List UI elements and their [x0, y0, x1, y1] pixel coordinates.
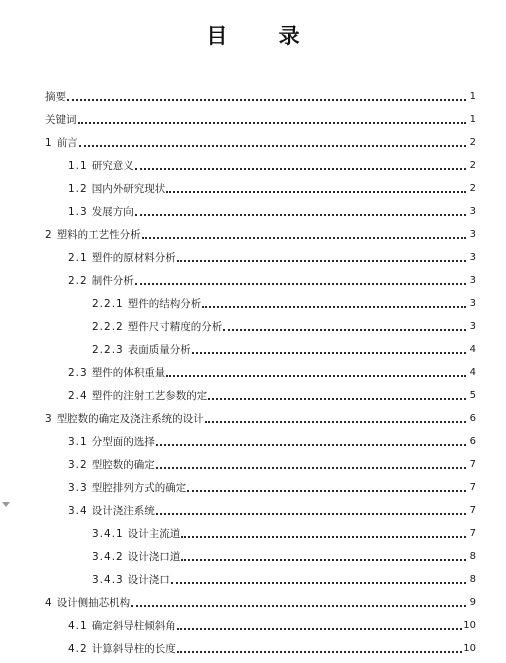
toc-dot-leader [208, 398, 466, 400]
toc-dot-leader [67, 99, 466, 101]
toc-entry-label [45, 113, 77, 127]
toc-entry-number: 1.2 [68, 183, 88, 195]
toc-dot-leader [166, 375, 466, 377]
toc-entry-text: 塑料的工艺性分析 [56, 229, 141, 241]
toc-dot-leader [166, 191, 466, 193]
toc-entry-number: 2.1 [68, 252, 88, 264]
toc-entry-label [45, 136, 78, 150]
toc-page-number: 10 [463, 643, 476, 654]
toc-page-number: 4 [469, 344, 476, 355]
toc-entry-number: 3.1 [68, 436, 88, 448]
toc-entry[interactable] [0, 403, 506, 426]
toc-entry-text: 型腔数的确定及浇注系统的设计 [56, 413, 204, 425]
toc-page-number: 4 [469, 367, 476, 378]
toc-entry-label [68, 435, 155, 449]
toc-entry[interactable] [0, 81, 506, 104]
toc-entry-number: 2.2.3 [92, 344, 124, 356]
toc-page-number: 3 [469, 321, 476, 332]
toc-entry-label [68, 182, 165, 196]
toc-entry-number: 4.1 [68, 620, 88, 632]
toc-page-number: 8 [469, 574, 476, 585]
toc-entry[interactable] [0, 334, 506, 357]
toc-entry-text: 设计浇注系统 [91, 505, 155, 517]
toc-page-number: 3 [469, 229, 476, 240]
toc-page-number: 3 [469, 275, 476, 286]
toc-page-number: 3 [469, 298, 476, 309]
toc-entry-text: 计算斜导柱的长度 [91, 643, 176, 655]
margin-marker-icon [2, 502, 10, 507]
toc-dot-leader [177, 628, 462, 630]
toc-entry-number: 3.4.3 [92, 574, 124, 586]
toc-entry[interactable] [0, 219, 506, 242]
toc-dot-leader [181, 536, 466, 538]
toc-entry-text: 塑件的体积重量 [91, 367, 166, 379]
toc-dot-leader [171, 582, 466, 584]
toc-page-number: 3 [469, 252, 476, 263]
toc-entry-label [45, 90, 66, 104]
toc-entry-text: 前言 [56, 137, 78, 149]
toc-entry-text: 设计浇口 [127, 574, 170, 586]
toc-entry[interactable] [0, 104, 506, 127]
toc-entry-number: 3.4.2 [92, 551, 124, 563]
toc-entry-number: 2.3 [68, 367, 88, 379]
toc-entry-number: 1.1 [68, 160, 88, 172]
toc-entry-text: 关键词 [45, 114, 77, 126]
toc-dot-leader [135, 168, 466, 170]
toc-page-number: 2 [469, 137, 476, 148]
toc-dot-leader [131, 605, 466, 607]
toc-entry-number: 1 [45, 137, 53, 149]
toc-dot-leader [177, 651, 462, 653]
toc-entry-label [92, 527, 180, 541]
toc-entry-text: 确定斜导柱倾斜角 [91, 620, 176, 632]
toc-entry-text: 型腔数的确定 [91, 459, 155, 471]
toc-entry[interactable] [0, 127, 506, 150]
toc-entry-text: 设计浇口道 [127, 551, 181, 563]
toc-entry-number: 2 [45, 229, 53, 241]
toc-page-number: 1 [469, 114, 476, 125]
toc-entry-label [68, 366, 165, 380]
toc-dot-leader [156, 513, 466, 515]
toc-entry-text: 研究意义 [91, 160, 134, 172]
toc-dot-leader [205, 421, 466, 423]
toc-entry-label [68, 251, 176, 265]
toc-entry-label [92, 573, 170, 587]
toc-entry-label [68, 458, 155, 472]
toc-entry-number: 2.2 [68, 275, 88, 287]
toc-entry-number: 2.2.1 [92, 298, 124, 310]
toc-entry-text: 设计侧抽芯机构 [56, 597, 131, 609]
toc-entry[interactable] [0, 633, 506, 656]
toc-page-number: 7 [469, 505, 476, 516]
toc-entry[interactable] [0, 541, 506, 564]
toc-entry[interactable] [0, 564, 506, 587]
toc-entry-number: 3.3 [68, 482, 88, 494]
toc-entry[interactable] [0, 587, 506, 610]
toc-entry[interactable] [0, 242, 506, 265]
toc-page-number: 8 [469, 551, 476, 562]
toc-entry-label [92, 320, 222, 334]
toc-entry-text: 表面质量分析 [127, 344, 191, 356]
toc-entry-label [68, 504, 155, 518]
toc-dot-leader [187, 490, 466, 492]
table-of-contents [0, 81, 506, 656]
toc-dot-leader [156, 467, 466, 469]
toc-entry-label [68, 619, 176, 633]
toc-dot-leader [79, 145, 466, 147]
toc-entry-text: 国内外研究现状 [91, 183, 166, 195]
toc-entry[interactable] [0, 495, 506, 518]
toc-entry-number: 3.4.1 [92, 528, 124, 540]
toc-entry[interactable] [0, 610, 506, 633]
toc-dot-leader [177, 260, 466, 262]
toc-entry-label [68, 274, 134, 288]
toc-page-number: 2 [469, 160, 476, 171]
toc-entry-label [45, 412, 204, 426]
toc-page-number: 6 [469, 436, 476, 447]
toc-entry-label [68, 159, 134, 173]
toc-entry-label [68, 642, 176, 656]
toc-entry-text: 塑件的原材料分析 [91, 252, 176, 264]
toc-entry-number: 4.2 [68, 643, 88, 655]
toc-page-number: 7 [469, 459, 476, 470]
toc-entry-text: 塑件尺寸精度的分析 [127, 321, 223, 333]
toc-entry[interactable] [0, 288, 506, 311]
toc-entry-label [92, 550, 180, 564]
toc-dot-leader [192, 352, 466, 354]
toc-entry-text: 制件分析 [91, 275, 134, 287]
toc-entry[interactable] [0, 265, 506, 288]
toc-entry[interactable] [0, 173, 506, 196]
toc-entry-number: 1.3 [68, 206, 88, 218]
toc-entry-text: 设计主流道 [127, 528, 181, 540]
toc-entry-text: 摘要 [45, 91, 66, 103]
toc-entry-label [92, 297, 201, 311]
toc-entry-label [92, 343, 191, 357]
toc-entry[interactable] [0, 357, 506, 380]
page-title: 目 录 [206, 24, 322, 48]
toc-entry-label [68, 389, 207, 403]
toc-entry-number: 4 [45, 597, 53, 609]
toc-page-number: 7 [469, 528, 476, 539]
toc-page-number: 2 [469, 183, 476, 194]
toc-entry-text: 型腔排列方式的确定 [91, 482, 187, 494]
toc-page-number: 7 [469, 482, 476, 493]
toc-dot-leader [78, 122, 467, 124]
toc-entry-text: 发展方向 [91, 206, 134, 218]
toc-page-number: 3 [469, 206, 476, 217]
toc-entry[interactable] [0, 518, 506, 541]
toc-page-number: 6 [469, 413, 476, 424]
toc-dot-leader [181, 559, 466, 561]
toc-entry[interactable] [0, 426, 506, 449]
toc-entry-text: 塑件的注射工艺参数的定 [91, 390, 208, 402]
toc-page-number: 10 [463, 620, 476, 631]
toc-dot-leader [135, 214, 466, 216]
toc-entry[interactable] [0, 311, 506, 334]
toc-dot-leader [223, 329, 466, 331]
toc-entry-number: 3.2 [68, 459, 88, 471]
toc-dot-leader [142, 237, 466, 239]
toc-entry[interactable] [0, 472, 506, 495]
toc-dot-leader [135, 283, 466, 285]
toc-entry-number: 2.4 [68, 390, 88, 402]
toc-entry-label [68, 205, 134, 219]
toc-entry-number: 3 [45, 413, 53, 425]
toc-entry-number: 2.2.2 [92, 321, 124, 333]
toc-entry-label [45, 228, 141, 242]
toc-entry[interactable] [0, 449, 506, 472]
toc-entry-text: 塑件的结构分析 [127, 298, 202, 310]
toc-entry[interactable] [0, 196, 506, 219]
toc-entry-text: 分型面的选择 [91, 436, 155, 448]
toc-entry-label [68, 481, 186, 495]
toc-entry[interactable] [0, 150, 506, 173]
toc-page-number: 9 [469, 597, 476, 608]
toc-dot-leader [202, 306, 466, 308]
toc-dot-leader [156, 444, 466, 446]
toc-entry-label [45, 596, 130, 610]
toc-page-number: 5 [469, 390, 476, 401]
toc-entry-number: 3.4 [68, 505, 88, 517]
toc-entry[interactable] [0, 380, 506, 403]
toc-page-number: 1 [469, 91, 476, 102]
